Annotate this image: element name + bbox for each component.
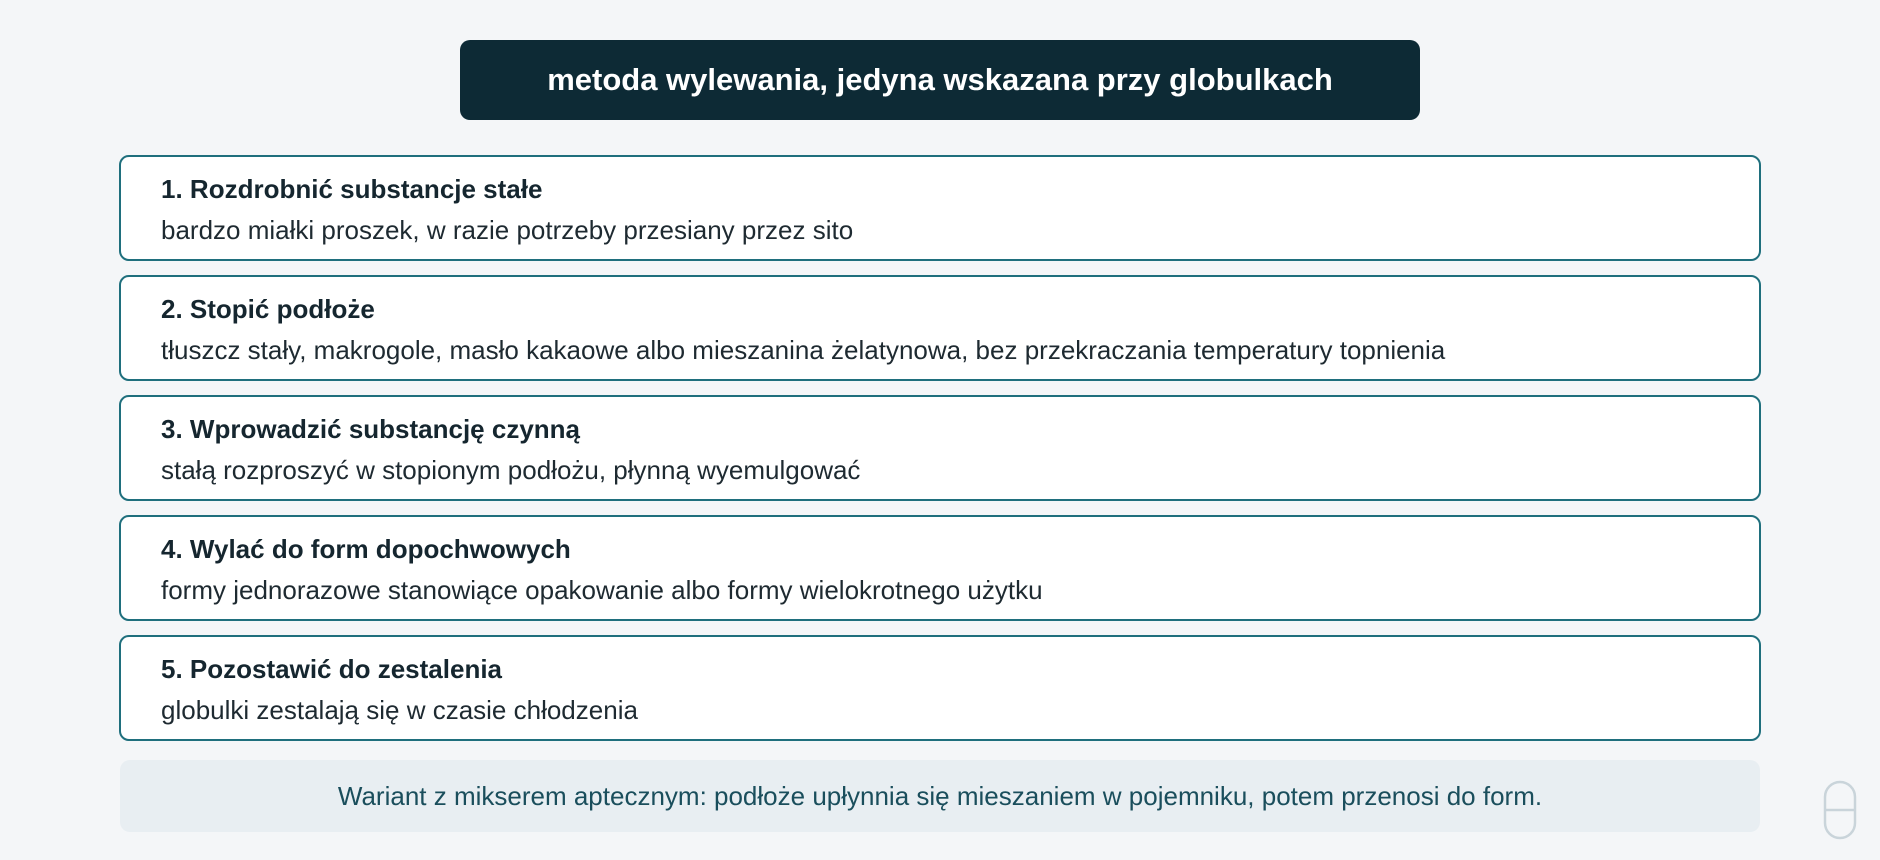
step-description: bardzo miałki proszek, w razie potrzeby przesiany przez sito <box>161 215 854 245</box>
step-description: formy jednorazowe stanowiące opakowanie albo formy wielokrotnego użytku <box>161 575 1043 605</box>
step-description: stałą rozproszyć w stopionym podłożu, płynną wyemulgować <box>161 455 861 485</box>
step-card-5 <box>119 635 1761 741</box>
step-title-text: Rozdrobnić substancje stałe <box>189 174 543 204</box>
step-title <box>161 293 1759 325</box>
step-description: globulki zestalają się w czasie chłodzenia <box>161 695 638 725</box>
step-title-text: Pozostawić do zestalenia <box>189 654 503 684</box>
step-number: 5. <box>161 654 183 684</box>
step-title <box>161 533 1759 565</box>
step-title-text: Wprowadzić substancję czynną <box>189 414 581 444</box>
step-number: 2. <box>161 294 183 324</box>
step-title <box>161 653 1759 685</box>
capsule-icon <box>1823 780 1861 842</box>
step-number: 1. <box>161 174 183 204</box>
step-title <box>161 173 1759 205</box>
step-card-4 <box>119 515 1761 621</box>
variant-note <box>120 760 1760 832</box>
diagram-title-text: metoda wylewania, jedyna wskazana przy globulkach <box>547 62 1333 97</box>
step-number: 4. <box>161 534 183 564</box>
step-number: 3. <box>161 414 183 444</box>
diagram-title <box>460 40 1420 120</box>
step-title-text: Wylać do form dopochwowych <box>189 534 571 564</box>
step-description: tłuszcz stały, makrogole, masło kakaowe albo mieszanina żelatynowa, bez przekraczania temperatury topnienia <box>161 335 1446 365</box>
step-list <box>119 155 1761 755</box>
step-card-2 <box>119 275 1761 381</box>
step-title-text: Stopić podłoże <box>189 294 375 324</box>
variant-note-text: Wariant z mikserem aptecznym: podłoże upłynnia się mieszaniem w pojemniku, potem przenosi do form. <box>337 780 1543 811</box>
step-card-3 <box>119 395 1761 501</box>
step-card-1 <box>119 155 1761 261</box>
step-title <box>161 413 1759 445</box>
